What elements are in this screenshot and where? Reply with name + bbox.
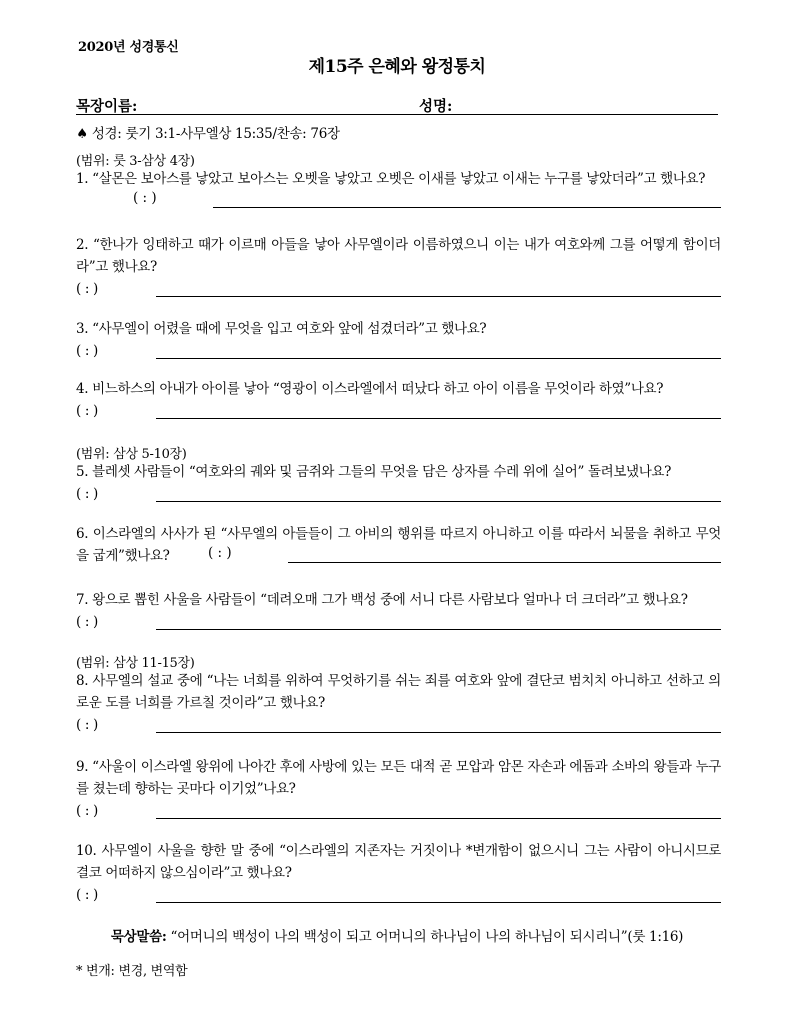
answer-row-6[interactable] [76,545,721,567]
answer-line[interactable] [156,358,721,359]
answer-blank: ( : ) [76,403,98,419]
person-name-label: 성명: [419,98,453,115]
answer-line[interactable] [156,418,721,419]
question-9 [76,756,721,822]
answer-blank: ( : ) [76,343,98,359]
question-3 [76,318,721,362]
answer-row[interactable] [76,483,721,505]
question-10 [76,840,721,906]
section-range: (범위: 룻 3-삼상 4장) [76,154,195,169]
question-8 [76,670,721,736]
answer-row[interactable] [76,884,721,906]
answer-line[interactable] [156,818,721,819]
answer-blank: ( : ) [76,803,98,819]
answer-blank: ( : ) [133,190,157,206]
name-underline[interactable] [76,114,718,115]
question-text: 10. 사무엘이 사울을 향한 말 중에 “이스라엘의 지존자는 거짓이나 *변개함이 없으시니 그는 사람이 아니시므로 결코 어떠하지 않으심이라”고 했나요? [76,843,721,881]
group-name-label: 목장이름: [76,98,138,115]
question-text: 7. 왕으로 뽑힌 사울을 사람들이 “데려오매 그가 백성 중에 서니 다른 사람보다 얼마나 더 크더라”고 했나요? [76,592,688,608]
answer-row[interactable] [76,800,721,822]
question-text: 3. “사무엘이 어렸을 때에 무엇을 입고 여호와 앞에 섬겼더라”고 했나요? [76,321,487,337]
answer-line[interactable] [156,629,721,630]
spade-icon: ♠ [76,126,88,142]
answer-line[interactable] [156,296,721,297]
name-fields [76,95,718,115]
section-range: (범위: 삼상 5-10장) [76,447,187,462]
answer-line[interactable] [156,902,721,903]
question-1 [76,168,721,190]
answer-blank: ( : ) [208,545,232,561]
answer-line[interactable] [288,562,721,563]
answer-line[interactable] [156,732,721,733]
scripture-line [76,122,340,142]
answer-blank: ( : ) [76,281,98,297]
answer-row[interactable] [76,278,721,300]
footnote: * 변개: 변경, 변역함 [76,964,188,979]
answer-blank: ( : ) [76,717,98,733]
memory-verse-label: 묵상말씀: [110,929,167,945]
answer-row[interactable] [76,400,721,422]
question-2 [76,234,721,300]
answer-blank: ( : ) [76,887,98,903]
question-text: 5. 블레셋 사람들이 “여호와의 궤와 및 금쥐와 그들의 무엇을 담은 상자를 수레 위에 실어” 돌려보냈나요? [76,464,671,480]
memory-verse [0,925,794,945]
question-text: 1. “살몬은 보아스를 낳았고 보아스는 오벳을 낳았고 오벳은 이새를 낳았고 이새는 누구를 낳았더라”고 했나요? [76,171,706,187]
question-text: 6. 이스라엘의 사사가 된 “사무엘의 아들들이 그 아비의 행위를 따르지 아니하고 이를 따라서 뇌물을 취하고 무엇을 굽게”했나요? [76,526,721,564]
section-range: (범위: 삼상 11-15장) [76,656,195,671]
question-text: 4. 비느하스의 아내가 아이를 낳아 “영광이 이스라엘에서 떠났다 하고 아이 이름을 무엇이라 하였”나요? [76,381,664,397]
question-text: 9. “사울이 이스라엘 왕위에 나아간 후에 사방에 있는 모든 대적 곧 모압과 암몬 자손과 에돔과 소바의 왕들과 누구를 쳤는데 향하는 곳마다 이기었”나요? [76,759,721,797]
answer-line[interactable] [213,207,721,208]
memory-verse-text: “어머니의 백성이 나의 백성이 되고 어머니의 하나님이 나의 하나님이 되시리니”(룻 1:16) [170,929,684,945]
header-label: 2020년 성경통신 [78,40,179,55]
answer-line[interactable] [156,501,721,502]
question-text: 8. 사무엘의 설교 중에 “나는 너희를 위하여 무엇하기를 쉬는 죄를 여호와 앞에 결단코 범치치 아니하고 선하고 의로운 도를 너희를 가르칠 것이라”고 했나요? [76,673,721,711]
question-5 [76,461,721,505]
answer-row[interactable] [76,611,721,633]
question-text: 2. “한나가 잉태하고 때가 이르매 아들을 낳아 사무엘이라 이름하였으니 이는 내가 여호와께 그를 어떻게 함이더라”고 했나요? [76,237,721,275]
question-7 [76,589,721,633]
answer-blank: ( : ) [76,486,98,502]
page-title: 제15주 은혜와 왕정통치 [308,57,486,77]
answer-row[interactable] [76,714,721,736]
answer-blank: ( : ) [76,614,98,630]
question-4 [76,378,721,422]
scripture-text: 성경: 룻기 3:1-사무엘상 15:35/찬송: 76장 [91,126,340,142]
answer-row-1[interactable] [76,190,721,212]
answer-row[interactable] [76,340,721,362]
